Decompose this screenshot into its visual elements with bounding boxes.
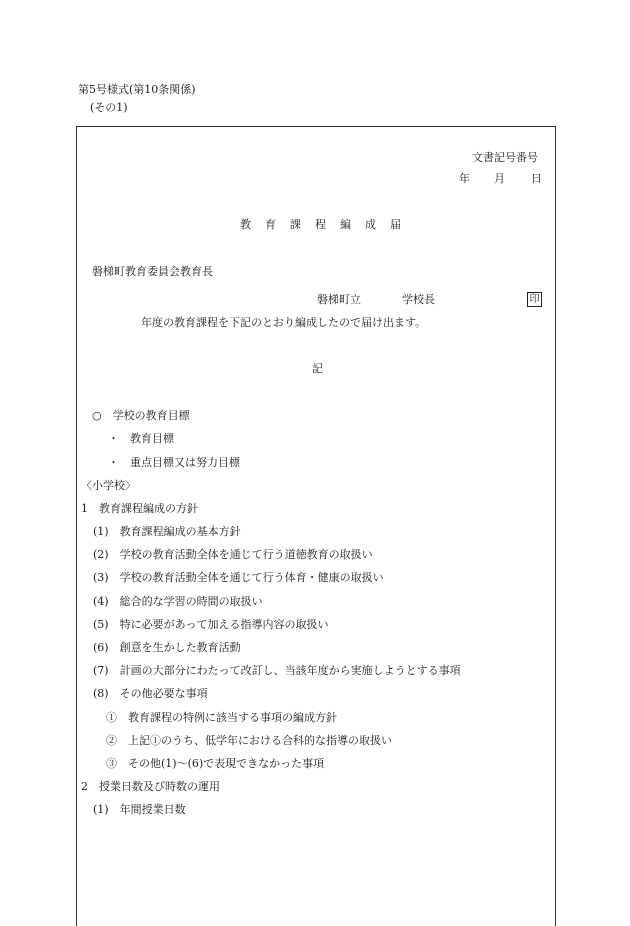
section1-item: (5) 特に必要があって加える指導内容の取扱い xyxy=(93,618,329,631)
statement: 年度の教育課程を下記のとおり編成したので届け出ます。 xyxy=(141,316,427,329)
section1-item: (7) 計画の大部分にわたって改訂し、当該年度から実施しようとする事項 xyxy=(93,664,461,677)
school-type: 〈小学校〉 xyxy=(81,479,136,492)
goal-heading: ○ 学校の教育目標 xyxy=(92,409,190,422)
title-char: 教 xyxy=(240,218,251,231)
sender-school: 磐梯町立 xyxy=(317,293,361,306)
section1-item: (2) 学校の教育活動全体を通じて行う道徳教育の取扱い xyxy=(93,548,373,561)
form-part: (その1) xyxy=(90,101,128,114)
title-char: 育 xyxy=(265,218,276,231)
title-char: 届 xyxy=(390,218,401,231)
addressee: 磐梯町教育委員会教育長 xyxy=(92,265,213,278)
section1-item: (6) 創意を生かした教育活動 xyxy=(93,641,241,654)
section1-subitem: ① 教育課程の特例に該当する事項の編成方針 xyxy=(106,711,337,724)
section1-item: (8) その他必要な事項 xyxy=(93,687,208,700)
title-char: 課 xyxy=(290,218,301,231)
form-number: 第5号様式(第10条関係) xyxy=(78,83,196,96)
date-day: 日 xyxy=(531,172,542,185)
ki-heading: 記 xyxy=(312,362,323,375)
section1-item: (4) 総合的な学習の時間の取扱い xyxy=(93,595,263,608)
goal-bullet: ・ 重点目標又は努力目標 xyxy=(108,456,240,469)
title-char: 編 xyxy=(340,218,351,231)
document-number-label: 文書記号番号 xyxy=(472,151,538,164)
document-title xyxy=(240,218,401,232)
section2-item: (1) 年間授業日数 xyxy=(93,803,186,816)
date-year: 年 xyxy=(459,172,470,185)
section1-heading: 1 教育課程編成の方針 xyxy=(81,502,198,515)
section1-item: (3) 学校の教育活動全体を通じて行う体育・健康の取扱い xyxy=(93,571,384,584)
title-char: 成 xyxy=(365,218,376,231)
section1-subitem: ② 上記①のうち、低学年における合科的な指導の取扱い xyxy=(106,734,392,747)
section1-item: (1) 教育課程編成の基本方針 xyxy=(93,525,241,538)
sender-principal: 学校長 xyxy=(402,293,435,306)
section2-heading: 2 授業日数及び時数の運用 xyxy=(81,780,220,793)
goal-bullet: ・ 教育目標 xyxy=(108,432,174,445)
title-char: 程 xyxy=(315,218,326,231)
section1-subitem: ③ その他(1)～(6)で表現できなかった事項 xyxy=(106,757,325,770)
seal-stamp: 印 xyxy=(527,292,542,307)
date-month: 月 xyxy=(494,172,505,185)
